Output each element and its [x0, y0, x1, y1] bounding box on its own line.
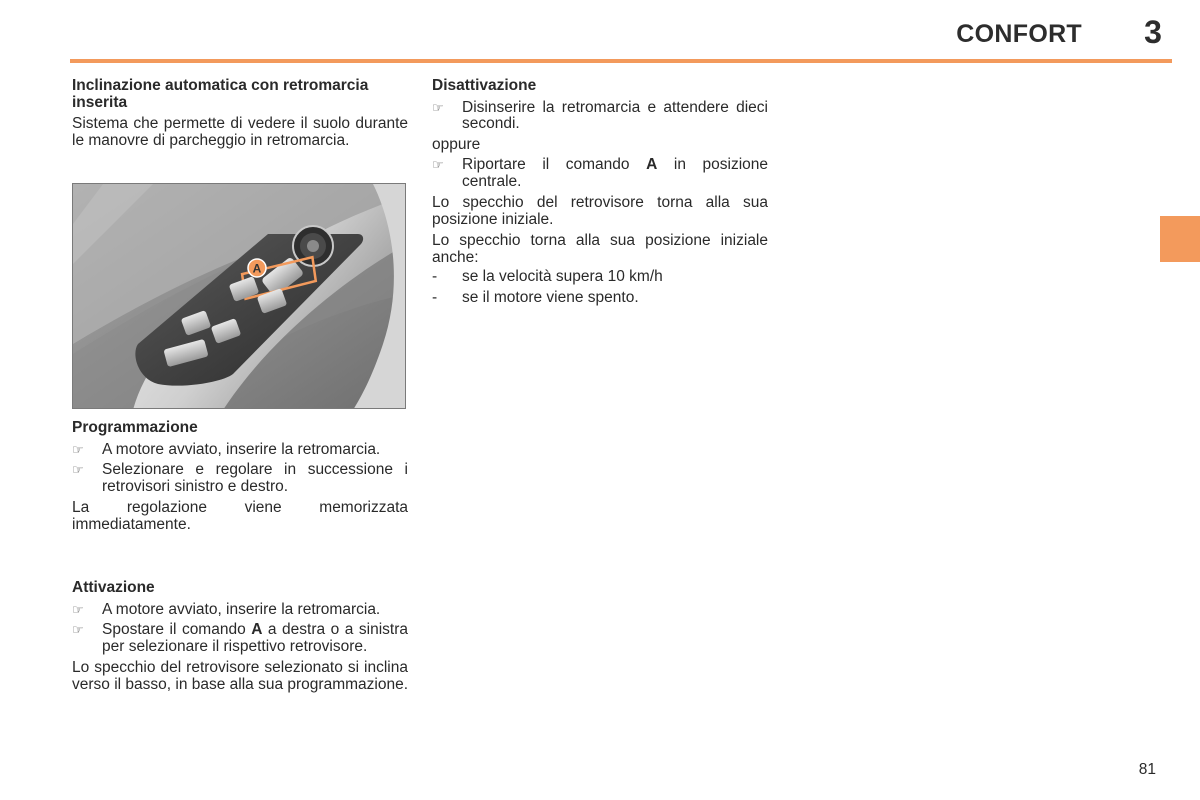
figure-callout-A: A [252, 261, 262, 276]
pointing-hand-icon: ☞ [72, 601, 84, 617]
pointing-hand-icon: ☞ [72, 462, 84, 477]
page-number: 81 [1138, 761, 1156, 778]
list-item: ☞ Riportare il comando A in posizione centrale. [432, 156, 768, 190]
list-item: ☞ Spostare il comando A a destra o a sinistra per selezionare il rispettivo retrovisore. [72, 621, 408, 655]
activation-note: Lo specchio del retrovisore selezionato si inclina verso il basso, in base alla sua programmazione. [72, 659, 409, 693]
door-switch-panel-figure [72, 183, 406, 409]
door-switch-illustration [73, 184, 406, 409]
chapter-number: 3 [1144, 14, 1162, 50]
pointing-hand-icon: ☞ [432, 99, 444, 115]
programming-note: La regolazione viene memorizzata immediatamente. [72, 499, 408, 533]
section-title: CONFORT [956, 20, 1082, 48]
pointing-hand-icon: ☞ [432, 157, 444, 172]
activation-section [72, 580, 408, 693]
header-rule [70, 59, 1172, 63]
deactivation-note-1: Lo specchio del retrovisore torna alla sua posizione iniziale. [432, 194, 768, 228]
dash-marker: - [432, 268, 438, 285]
list-item: - se il motore viene spento. [432, 288, 639, 306]
programming-section [72, 420, 408, 533]
or-text: oppure [432, 135, 481, 153]
list-item: - se la velocità supera 10 km/h [432, 268, 663, 285]
pointing-hand-icon: ☞ [72, 441, 84, 457]
section-intro-text: Sistema che permette di vedere il suolo durante le manovre di parcheggio in retromarcia. [72, 115, 408, 149]
right-column [432, 78, 768, 306]
section-heading-auto-tilt: Inclinazione automatica con retromarcia inserita [72, 77, 369, 111]
list-item: ☞ Disinserire la retromarcia e attendere dieci secondi. [432, 98, 768, 132]
programming-heading: Programmazione [72, 419, 198, 436]
chapter-side-tab [1160, 216, 1200, 262]
activation-heading: Attivazione [72, 579, 155, 596]
deactivation-note-2: Lo specchio torna alla sua posizione iniziale anche: [432, 232, 768, 266]
list-item: ☞ A motore avviato, inserire la retromarcia. [72, 440, 381, 458]
left-column [72, 78, 408, 149]
pointing-hand-icon: ☞ [72, 622, 84, 637]
list-item: ☞ A motore avviato, inserire la retromarcia. [72, 600, 381, 618]
dash-marker: - [432, 288, 438, 306]
list-item: ☞ Selezionare e regolare in successione i retrovisori sinistro e destro. [72, 461, 408, 495]
deactivation-heading: Disattivazione [432, 77, 537, 94]
